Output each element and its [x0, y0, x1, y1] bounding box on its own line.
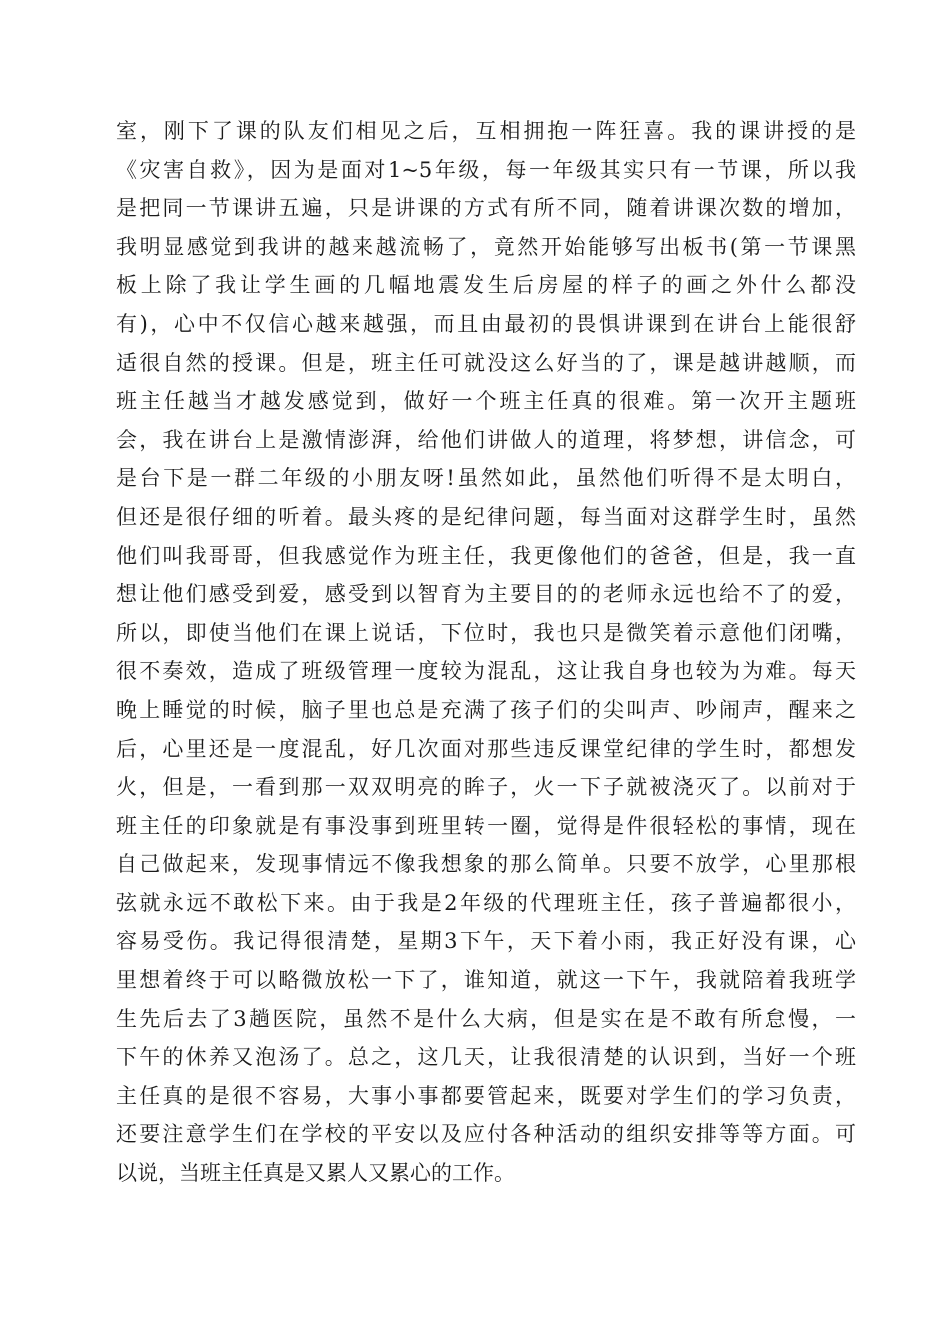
- text-line: 板上除了我让学生画的几幅地震发生后房屋的样子的画之外什么都没: [116, 273, 856, 298]
- text-line: 想让他们感受到爱，感受到以智育为主要目的的老师永远也给不了的爱，: [116, 582, 856, 607]
- text-line: 室，刚下了课的队友们相见之后，互相拥抱一阵狂喜。我的课讲授的是: [116, 119, 856, 143]
- text-line: 很不奏效，造成了班级管理一度较为混乱，这让我自身也较为为难。每天: [116, 659, 856, 684]
- text-line: 容易受伤。我记得很清楚，星期3下午，天下着小雨，我正好没有课，心: [116, 929, 856, 954]
- text-line: 但还是很仔细的听着。最头疼的是纪律问题，每当面对这群学生时，虽然: [116, 504, 856, 529]
- text-line: 后，心里还是一度混乱，好几次面对那些违反课堂纪律的学生时，都想发: [116, 736, 856, 761]
- text-line: 是台下是一群二年级的小朋友呀!虽然如此，虽然他们听得不是太明白，: [116, 466, 856, 491]
- text-line: 里想着终于可以略微放松一下了，谁知道，就这一下午，我就陪着我班学: [116, 968, 856, 993]
- text-line: 所以，即使当他们在课上说话，下位时，我也只是微笑着示意他们闭嘴，: [116, 620, 856, 645]
- text-line: 弦就永远不敢松下来。由于我是2年级的代理班主任，孩子普遍都很小，: [116, 890, 856, 915]
- body-text: [116, 112, 856, 1193]
- text-line: 他们叫我哥哥，但我感觉作为班主任，我更像他们的爸爸，但是，我一直: [116, 543, 856, 568]
- text-line: 晚上睡觉的时候，脑子里也总是充满了孩子们的尖叫声、吵闹声，醒来之: [116, 697, 856, 722]
- text-line: 火，但是，一看到那一双双明亮的眸子，火一下子就被浇灭了。以前对于: [116, 775, 856, 800]
- text-line: 会，我在讲台上是激情澎湃，给他们讲做人的道理，将梦想，讲信念，可: [116, 427, 856, 452]
- text-line: 适很自然的授课。但是，班主任可就没这么好当的了，课是越讲越顺，而: [116, 350, 856, 375]
- text-line: 班主任越当才越发感觉到，做好一个班主任真的很难。第一次开主题班: [116, 389, 856, 414]
- text-line: 班主任的印象就是有事没事到班里转一圈，觉得是件很轻松的事情，现在: [116, 813, 856, 838]
- text-line: 我明显感觉到我讲的越来越流畅了，竟然开始能够写出板书(第一节课黑: [116, 234, 856, 259]
- text-line: 以说，当班主任真是又累人又累心的工作。: [116, 1161, 515, 1186]
- text-line: 是把同一节课讲五遍，只是讲课的方式有所不同，随着讲课次数的增加，: [116, 196, 856, 221]
- text-line: 《灾害自救》，因为是面对1~5年级，每一年级其实只有一节课，所以我: [116, 157, 856, 182]
- text-line: 自己做起来，发现事情远不像我想象的那么简单。只要不放学，心里那根: [116, 852, 856, 877]
- text-line: 主任真的是很不容易，大事小事都要管起来，既要对学生们的学习负责，: [116, 1083, 856, 1108]
- text-line: 有)，心中不仅信心越来越强，而且由最初的畏惧讲课到在讲台上能很舒: [116, 311, 856, 336]
- text-line: 生先后去了3趟医院，虽然不是什么大病，但是实在是不敢有所怠慢，一: [116, 1006, 856, 1031]
- text-line: 下午的休养又泡汤了。总之，这几天，让我很清楚的认识到，当好一个班: [116, 1045, 856, 1070]
- text-line: 还要注意学生们在学校的平安以及应付各种活动的组织安排等等方面。可: [116, 1122, 856, 1147]
